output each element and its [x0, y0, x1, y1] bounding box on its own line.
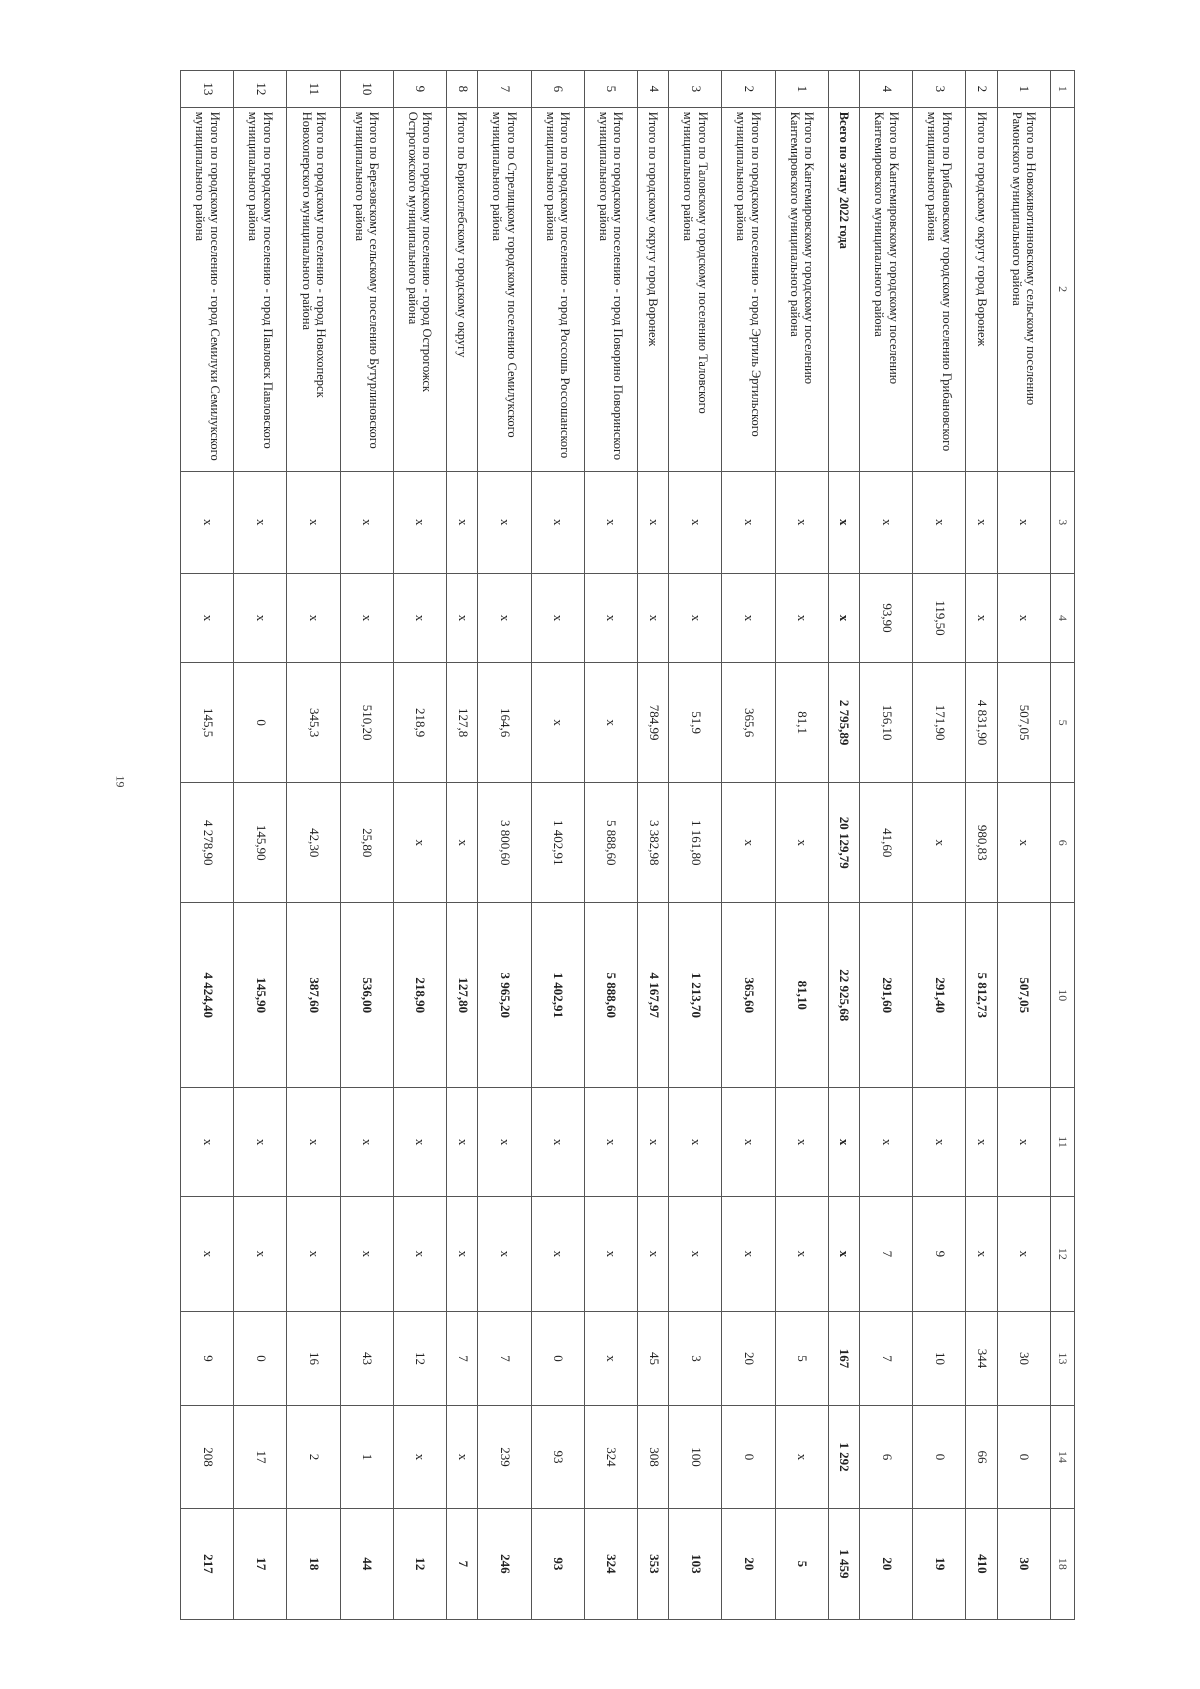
- col-10-cell: 5 812,73: [966, 903, 997, 1088]
- col-13-cell: 10: [913, 1311, 966, 1406]
- row-number-cell: 3: [913, 71, 966, 108]
- col-3-cell: x: [966, 471, 997, 573]
- col-11-cell: x: [446, 1088, 477, 1197]
- row-name-cell: Итого по городскому округу город Воронеж: [637, 107, 668, 471]
- col-6-cell: 3 382,98: [637, 783, 668, 903]
- table-row: [531, 71, 584, 1620]
- col-4-cell: x: [478, 573, 531, 662]
- col-14-cell: 0: [913, 1406, 966, 1508]
- col-6-cell: 42,30: [287, 783, 340, 903]
- col-12-cell: x: [966, 1197, 997, 1312]
- col-13-cell: 45: [637, 1311, 668, 1406]
- row-number-cell: 7: [478, 71, 531, 108]
- table-row: [234, 71, 287, 1620]
- col-4-cell: x: [997, 573, 1050, 662]
- row-name-cell: Итого по Березовскому сельскому поселению Бутурлиновского муниципального района: [340, 107, 393, 471]
- col-4-cell: x: [637, 573, 668, 662]
- row-number-cell: 9: [393, 71, 446, 108]
- row-number-cell: 13: [181, 71, 234, 108]
- row-name-cell: Итого по Стрелицкому городскому поселению Семилукского муниципального района: [478, 107, 531, 471]
- col-3-cell: x: [340, 471, 393, 573]
- col-4-cell: x: [669, 573, 722, 662]
- row-number-cell: 11: [287, 71, 340, 108]
- column-header: 10: [1051, 903, 1075, 1088]
- col-4-cell: x: [828, 573, 859, 662]
- col-13-cell: 0: [234, 1311, 287, 1406]
- col-3-cell: x: [287, 471, 340, 573]
- col-5-cell: 156,10: [860, 662, 913, 782]
- col-4-cell: x: [287, 573, 340, 662]
- col-14-cell: 17: [234, 1406, 287, 1508]
- col-14-cell: 0: [997, 1406, 1050, 1508]
- col-10-cell: 4 424,40: [181, 903, 234, 1088]
- col-12-cell: x: [478, 1197, 531, 1312]
- column-header: 6: [1051, 783, 1075, 903]
- col-4-cell: 93,90: [860, 573, 913, 662]
- col-4-cell: x: [722, 573, 775, 662]
- col-11-cell: x: [997, 1088, 1050, 1197]
- col-6-cell: x: [393, 783, 446, 903]
- col-3-cell: x: [997, 471, 1050, 573]
- col-14-cell: 1 292: [828, 1406, 859, 1508]
- table-row: [997, 71, 1050, 1620]
- row-name-cell: Итого по городскому поселению - город Россошь Россошанского муниципального района: [531, 107, 584, 471]
- col-10-cell: 291,40: [913, 903, 966, 1088]
- col-10-cell: 145,90: [234, 903, 287, 1088]
- col-13-cell: 5: [775, 1311, 828, 1406]
- row-name-cell: Итого по Новоживотинновскому сельскому поселению Рамонского муниципального района: [997, 107, 1050, 471]
- row-number-cell: 4: [860, 71, 913, 108]
- row-number-cell: 1: [775, 71, 828, 108]
- col-11-cell: x: [531, 1088, 584, 1197]
- data-table: [180, 70, 1075, 1620]
- col-18-cell: 324: [584, 1508, 637, 1619]
- col-18-cell: 103: [669, 1508, 722, 1619]
- col-11-cell: x: [669, 1088, 722, 1197]
- col-18-cell: 20: [722, 1508, 775, 1619]
- table-row: [478, 71, 531, 1620]
- row-number-cell: 8: [446, 71, 477, 108]
- col-5-cell: 127,8: [446, 662, 477, 782]
- table-row: [584, 71, 637, 1620]
- table-row: [181, 71, 234, 1620]
- table-body: [181, 71, 1051, 1620]
- total-row: [828, 71, 859, 1620]
- col-12-cell: x: [393, 1197, 446, 1312]
- col-14-cell: 239: [478, 1406, 531, 1508]
- col-5-cell: 0: [234, 662, 287, 782]
- row-number-cell: 2: [966, 71, 997, 108]
- table-row: [340, 71, 393, 1620]
- col-18-cell: 93: [531, 1508, 584, 1619]
- col-11-cell: x: [340, 1088, 393, 1197]
- col-6-cell: 1 402,91: [531, 783, 584, 903]
- col-6-cell: x: [775, 783, 828, 903]
- col-6-cell: x: [446, 783, 477, 903]
- col-14-cell: 0: [722, 1406, 775, 1508]
- col-14-cell: 208: [181, 1406, 234, 1508]
- col-6-cell: x: [913, 783, 966, 903]
- col-10-cell: 127,80: [446, 903, 477, 1088]
- col-10-cell: 3 965,20: [478, 903, 531, 1088]
- col-3-cell: x: [722, 471, 775, 573]
- col-14-cell: 308: [637, 1406, 668, 1508]
- col-18-cell: 12: [393, 1508, 446, 1619]
- col-18-cell: 19: [913, 1508, 966, 1619]
- col-4-cell: x: [181, 573, 234, 662]
- row-name-cell: Итого по городскому поселению - город Новохоперск Новохоперского муниципального района: [287, 107, 340, 471]
- table-row: [722, 71, 775, 1620]
- col-18-cell: 44: [340, 1508, 393, 1619]
- col-12-cell: x: [722, 1197, 775, 1312]
- col-6-cell: x: [722, 783, 775, 903]
- col-12-cell: x: [584, 1197, 637, 1312]
- col-6-cell: 20 129,79: [828, 783, 859, 903]
- col-12-cell: x: [340, 1197, 393, 1312]
- row-name-cell: Итого по городскому поселению - город Павловск Павловского муниципального района: [234, 107, 287, 471]
- col-6-cell: 3 800,60: [478, 783, 531, 903]
- col-11-cell: x: [828, 1088, 859, 1197]
- row-name-cell: Итого по Таловскому городскому поселению Таловского муниципального района: [669, 107, 722, 471]
- col-5-cell: x: [584, 662, 637, 782]
- col-5-cell: x: [531, 662, 584, 782]
- column-header: 13: [1051, 1311, 1075, 1406]
- col-3-cell: x: [393, 471, 446, 573]
- col-4-cell: x: [234, 573, 287, 662]
- col-10-cell: 1 402,91: [531, 903, 584, 1088]
- col-5-cell: 510,20: [340, 662, 393, 782]
- col-11-cell: x: [234, 1088, 287, 1197]
- col-11-cell: x: [722, 1088, 775, 1197]
- col-11-cell: x: [393, 1088, 446, 1197]
- row-number-cell: 4: [637, 71, 668, 108]
- col-11-cell: x: [637, 1088, 668, 1197]
- col-4-cell: x: [446, 573, 477, 662]
- col-10-cell: 387,60: [287, 903, 340, 1088]
- col-18-cell: 410: [966, 1508, 997, 1619]
- col-3-cell: x: [669, 471, 722, 573]
- col-18-cell: 17: [234, 1508, 287, 1619]
- col-13-cell: 9: [181, 1311, 234, 1406]
- col-10-cell: 5 888,60: [584, 903, 637, 1088]
- col-12-cell: x: [181, 1197, 234, 1312]
- column-header: 2: [1051, 107, 1075, 471]
- col-10-cell: 536,00: [340, 903, 393, 1088]
- col-5-cell: 365,6: [722, 662, 775, 782]
- col-5-cell: 81,1: [775, 662, 828, 782]
- col-12-cell: x: [637, 1197, 668, 1312]
- col-14-cell: 93: [531, 1406, 584, 1508]
- col-14-cell: 324: [584, 1406, 637, 1508]
- col-3-cell: x: [531, 471, 584, 573]
- col-5-cell: 164,6: [478, 662, 531, 782]
- row-name-cell: Итого по городскому поселению - город Острогожск Острогожского муниципального района: [393, 107, 446, 471]
- column-header: 3: [1051, 471, 1075, 573]
- row-number-cell: 5: [584, 71, 637, 108]
- col-14-cell: x: [446, 1406, 477, 1508]
- col-5-cell: 4 831,90: [966, 662, 997, 782]
- row-number-cell: 6: [531, 71, 584, 108]
- col-18-cell: 18: [287, 1508, 340, 1619]
- row-name-cell: Итого по Грибановскому городскому поселению Грибановского муниципального района: [913, 107, 966, 471]
- col-14-cell: 66: [966, 1406, 997, 1508]
- col-10-cell: 1 213,70: [669, 903, 722, 1088]
- col-14-cell: 1: [340, 1406, 393, 1508]
- column-header: 12: [1051, 1197, 1075, 1312]
- column-header: 14: [1051, 1406, 1075, 1508]
- col-6-cell: x: [997, 783, 1050, 903]
- table-row: [393, 71, 446, 1620]
- col-13-cell: x: [584, 1311, 637, 1406]
- row-name-cell: Итого по городскому поселению - город Поворино Поворинского муниципального района: [584, 107, 637, 471]
- rotated-page-content: [180, 70, 1075, 1620]
- col-13-cell: 344: [966, 1311, 997, 1406]
- col-3-cell: x: [860, 471, 913, 573]
- col-13-cell: 0: [531, 1311, 584, 1406]
- table-row: [287, 71, 340, 1620]
- col-12-cell: x: [997, 1197, 1050, 1312]
- col-14-cell: 100: [669, 1406, 722, 1508]
- col-6-cell: 5 888,60: [584, 783, 637, 903]
- col-11-cell: x: [913, 1088, 966, 1197]
- col-12-cell: x: [669, 1197, 722, 1312]
- col-12-cell: x: [234, 1197, 287, 1312]
- col-5-cell: 507,05: [997, 662, 1050, 782]
- table-row: [446, 71, 477, 1620]
- col-6-cell: 980,83: [966, 783, 997, 903]
- row-name-cell: Итого по городскому округу город Воронеж: [966, 107, 997, 471]
- col-10-cell: 365,60: [722, 903, 775, 1088]
- table-row: [860, 71, 913, 1620]
- col-12-cell: x: [287, 1197, 340, 1312]
- row-name-cell: Итого по Кантемировскому городскому поселению Кантемировского муниципального района: [775, 107, 828, 471]
- row-number-cell: 1: [997, 71, 1050, 108]
- column-header: 5: [1051, 662, 1075, 782]
- col-3-cell: x: [584, 471, 637, 573]
- col-12-cell: x: [775, 1197, 828, 1312]
- col-6-cell: 25,80: [340, 783, 393, 903]
- col-12-cell: x: [446, 1197, 477, 1312]
- table-row: [966, 71, 997, 1620]
- col-11-cell: x: [966, 1088, 997, 1197]
- col-6-cell: 4 278,90: [181, 783, 234, 903]
- col-14-cell: 6: [860, 1406, 913, 1508]
- col-3-cell: x: [775, 471, 828, 573]
- column-header: 1: [1051, 71, 1075, 108]
- col-13-cell: 43: [340, 1311, 393, 1406]
- row-number-cell: [828, 71, 859, 108]
- col-11-cell: x: [181, 1088, 234, 1197]
- col-4-cell: x: [531, 573, 584, 662]
- col-13-cell: 167: [828, 1311, 859, 1406]
- col-3-cell: x: [637, 471, 668, 573]
- row-name-cell: Итого по городскому поселению - город Эртиль Эртильского муниципального района: [722, 107, 775, 471]
- col-5-cell: 784,99: [637, 662, 668, 782]
- row-name-cell: Итого по городскому поселению - город Семилуки Семилукского муниципального района: [181, 107, 234, 471]
- col-10-cell: 4 167,97: [637, 903, 668, 1088]
- col-13-cell: 7: [478, 1311, 531, 1406]
- col-3-cell: x: [478, 471, 531, 573]
- col-6-cell: 41,60: [860, 783, 913, 903]
- col-11-cell: x: [860, 1088, 913, 1197]
- col-5-cell: 145,5: [181, 662, 234, 782]
- col-13-cell: 12: [393, 1311, 446, 1406]
- col-10-cell: 507,05: [997, 903, 1050, 1088]
- column-header: 4: [1051, 573, 1075, 662]
- row-name-cell: Итого по Борисоглебскому городскому округу: [446, 107, 477, 471]
- col-13-cell: 7: [860, 1311, 913, 1406]
- col-13-cell: 7: [446, 1311, 477, 1406]
- col-4-cell: 119,50: [913, 573, 966, 662]
- col-12-cell: 7: [860, 1197, 913, 1312]
- col-18-cell: 246: [478, 1508, 531, 1619]
- col-18-cell: 1 459: [828, 1508, 859, 1619]
- col-10-cell: 22 925,68: [828, 903, 859, 1088]
- col-4-cell: x: [340, 573, 393, 662]
- col-10-cell: 81,10: [775, 903, 828, 1088]
- col-11-cell: x: [287, 1088, 340, 1197]
- row-number-cell: 12: [234, 71, 287, 108]
- col-18-cell: 217: [181, 1508, 234, 1619]
- row-name-cell: Итого по Кантемировскому городскому поселению Кантемировского муниципального района: [860, 107, 913, 471]
- col-14-cell: x: [775, 1406, 828, 1508]
- col-11-cell: x: [775, 1088, 828, 1197]
- col-3-cell: x: [181, 471, 234, 573]
- col-18-cell: 7: [446, 1508, 477, 1619]
- col-5-cell: 171,90: [913, 662, 966, 782]
- col-10-cell: 218,90: [393, 903, 446, 1088]
- row-number-cell: 3: [669, 71, 722, 108]
- col-5-cell: 218,9: [393, 662, 446, 782]
- table-row: [913, 71, 966, 1620]
- row-number-cell: 2: [722, 71, 775, 108]
- col-11-cell: x: [584, 1088, 637, 1197]
- table-row: [637, 71, 668, 1620]
- col-10-cell: 291,60: [860, 903, 913, 1088]
- col-18-cell: 20: [860, 1508, 913, 1619]
- col-12-cell: x: [828, 1197, 859, 1312]
- table-row: [775, 71, 828, 1620]
- col-18-cell: 5: [775, 1508, 828, 1619]
- col-3-cell: x: [828, 471, 859, 573]
- col-12-cell: 9: [913, 1197, 966, 1312]
- col-14-cell: x: [393, 1406, 446, 1508]
- col-6-cell: 1 161,80: [669, 783, 722, 903]
- col-11-cell: x: [478, 1088, 531, 1197]
- col-12-cell: x: [531, 1197, 584, 1312]
- col-3-cell: x: [234, 471, 287, 573]
- col-5-cell: 2 795,89: [828, 662, 859, 782]
- col-3-cell: x: [446, 471, 477, 573]
- col-3-cell: x: [913, 471, 966, 573]
- column-header: 11: [1051, 1088, 1075, 1197]
- col-18-cell: 30: [997, 1508, 1050, 1619]
- col-18-cell: 353: [637, 1508, 668, 1619]
- col-4-cell: x: [393, 573, 446, 662]
- col-13-cell: 3: [669, 1311, 722, 1406]
- table-row: [669, 71, 722, 1620]
- col-6-cell: 145,90: [234, 783, 287, 903]
- col-5-cell: 345,3: [287, 662, 340, 782]
- col-4-cell: x: [584, 573, 637, 662]
- col-14-cell: 2: [287, 1406, 340, 1508]
- col-5-cell: 51,9: [669, 662, 722, 782]
- col-4-cell: x: [775, 573, 828, 662]
- col-13-cell: 16: [287, 1311, 340, 1406]
- row-name-cell: Всего по этапу 2022 года: [828, 107, 859, 471]
- row-number-cell: 10: [340, 71, 393, 108]
- col-13-cell: 30: [997, 1311, 1050, 1406]
- col-13-cell: 20: [722, 1311, 775, 1406]
- page-number: 19: [113, 775, 128, 788]
- col-4-cell: x: [966, 573, 997, 662]
- column-header: 18: [1051, 1508, 1075, 1619]
- column-number-header-row: [1051, 71, 1075, 1620]
